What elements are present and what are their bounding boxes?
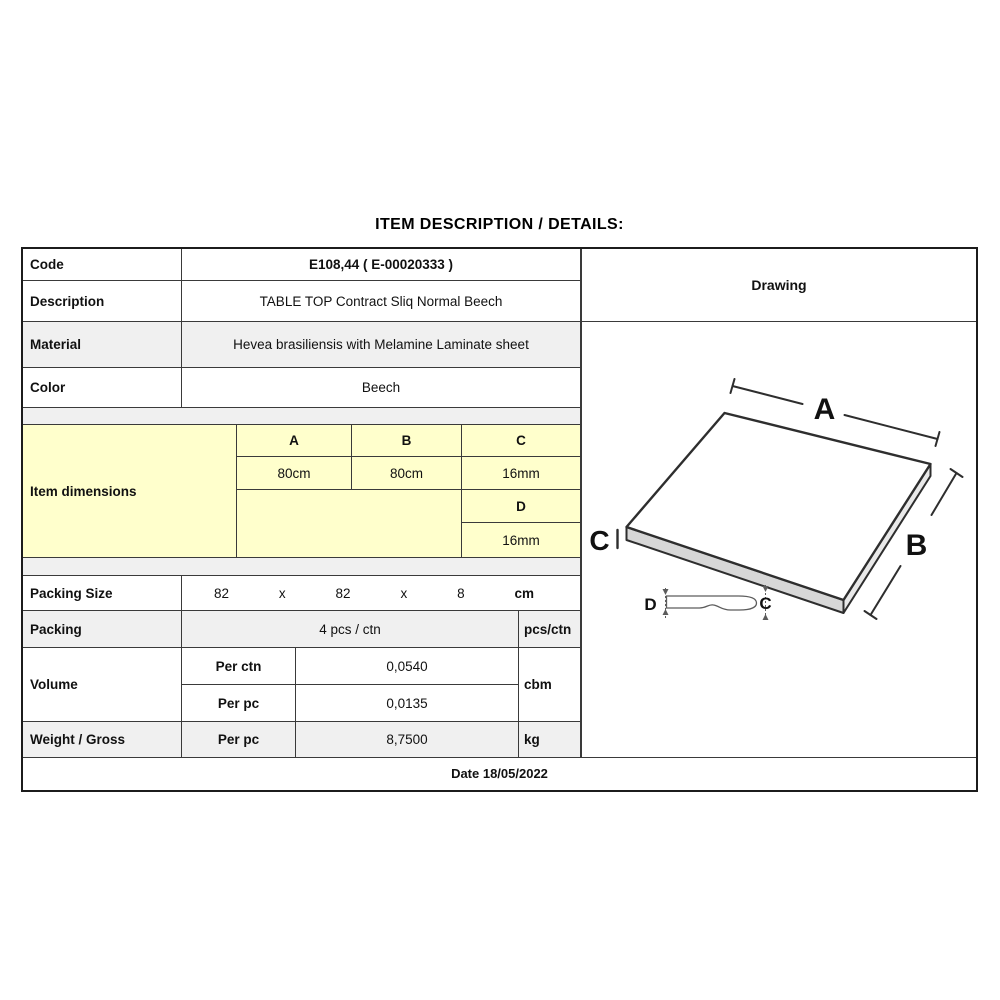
material-label: Material [23, 322, 182, 368]
weight-value: 8,7500 [296, 722, 519, 758]
code-value: E108,44 ( E-00020333 ) [182, 249, 582, 281]
volume-per-ctn-label: Per ctn [182, 648, 296, 685]
description-label: Description [23, 281, 182, 322]
drawing-label-b: B [905, 529, 928, 562]
color-value: Beech [182, 368, 582, 408]
material-value: Hevea brasiliensis with Melamine Laminate sheet [182, 322, 582, 368]
packing-unit: pcs/ctn [519, 611, 582, 648]
packing-size-dim2: 82 [335, 585, 351, 601]
drawing-header: Drawing [582, 249, 976, 322]
dimension-header-c: C [462, 425, 582, 457]
profile-label-d: D [644, 595, 657, 614]
dimension-value-b: 80cm [352, 457, 462, 490]
dimension-header-b: B [352, 425, 462, 457]
edge-profile-shape [667, 596, 757, 610]
packing-size-label: Packing Size [23, 576, 182, 611]
drawing-label-c: C [589, 525, 610, 556]
dimension-empty-area [237, 490, 462, 558]
volume-per-ctn-value: 0,0540 [296, 648, 519, 685]
weight-per-pc-label: Per pc [182, 722, 296, 758]
weight-label: Weight / Gross [23, 722, 182, 758]
date-row: Date 18/05/2022 [23, 758, 976, 789]
volume-per-pc-value: 0,0135 [296, 685, 519, 722]
profile-label-c: C [759, 594, 772, 613]
color-label: Color [23, 368, 182, 408]
drawing-label-a: A [813, 393, 836, 426]
spacer-row [23, 558, 582, 576]
code-label: Code [23, 249, 182, 281]
packing-size-times: x [278, 585, 286, 601]
dimension-header-d: D [462, 490, 582, 523]
packing-size-dim1: 82 [214, 585, 230, 601]
volume-label: Volume [23, 648, 182, 722]
packing-size-dim3: 8 [457, 585, 465, 601]
description-value: TABLE TOP Contract Sliq Normal Beech [182, 281, 582, 322]
dimension-value-c: 16mm [462, 457, 582, 490]
packing-value: 4 pcs / ctn [182, 611, 519, 648]
dimension-header-a: A [237, 425, 352, 457]
volume-per-pc-label: Per pc [182, 685, 296, 722]
page-title: ITEM DESCRIPTION / DETAILS: [375, 216, 624, 233]
spacer-row [23, 408, 582, 425]
item-dimensions-label: Item dimensions [23, 425, 237, 558]
packing-size-unit: cm [514, 585, 534, 601]
packing-label: Packing [23, 611, 182, 648]
weight-unit: kg [519, 722, 582, 758]
dimension-value-a: 80cm [237, 457, 352, 490]
volume-unit: cbm [519, 648, 582, 722]
drawing-area [582, 322, 976, 758]
spec-table [21, 247, 978, 792]
slab-top-face [627, 413, 931, 600]
packing-size-times: x [400, 585, 408, 601]
tabletop-drawing [582, 322, 976, 757]
dimension-value-d: 16mm [462, 523, 582, 558]
packing-size-value [182, 576, 582, 611]
